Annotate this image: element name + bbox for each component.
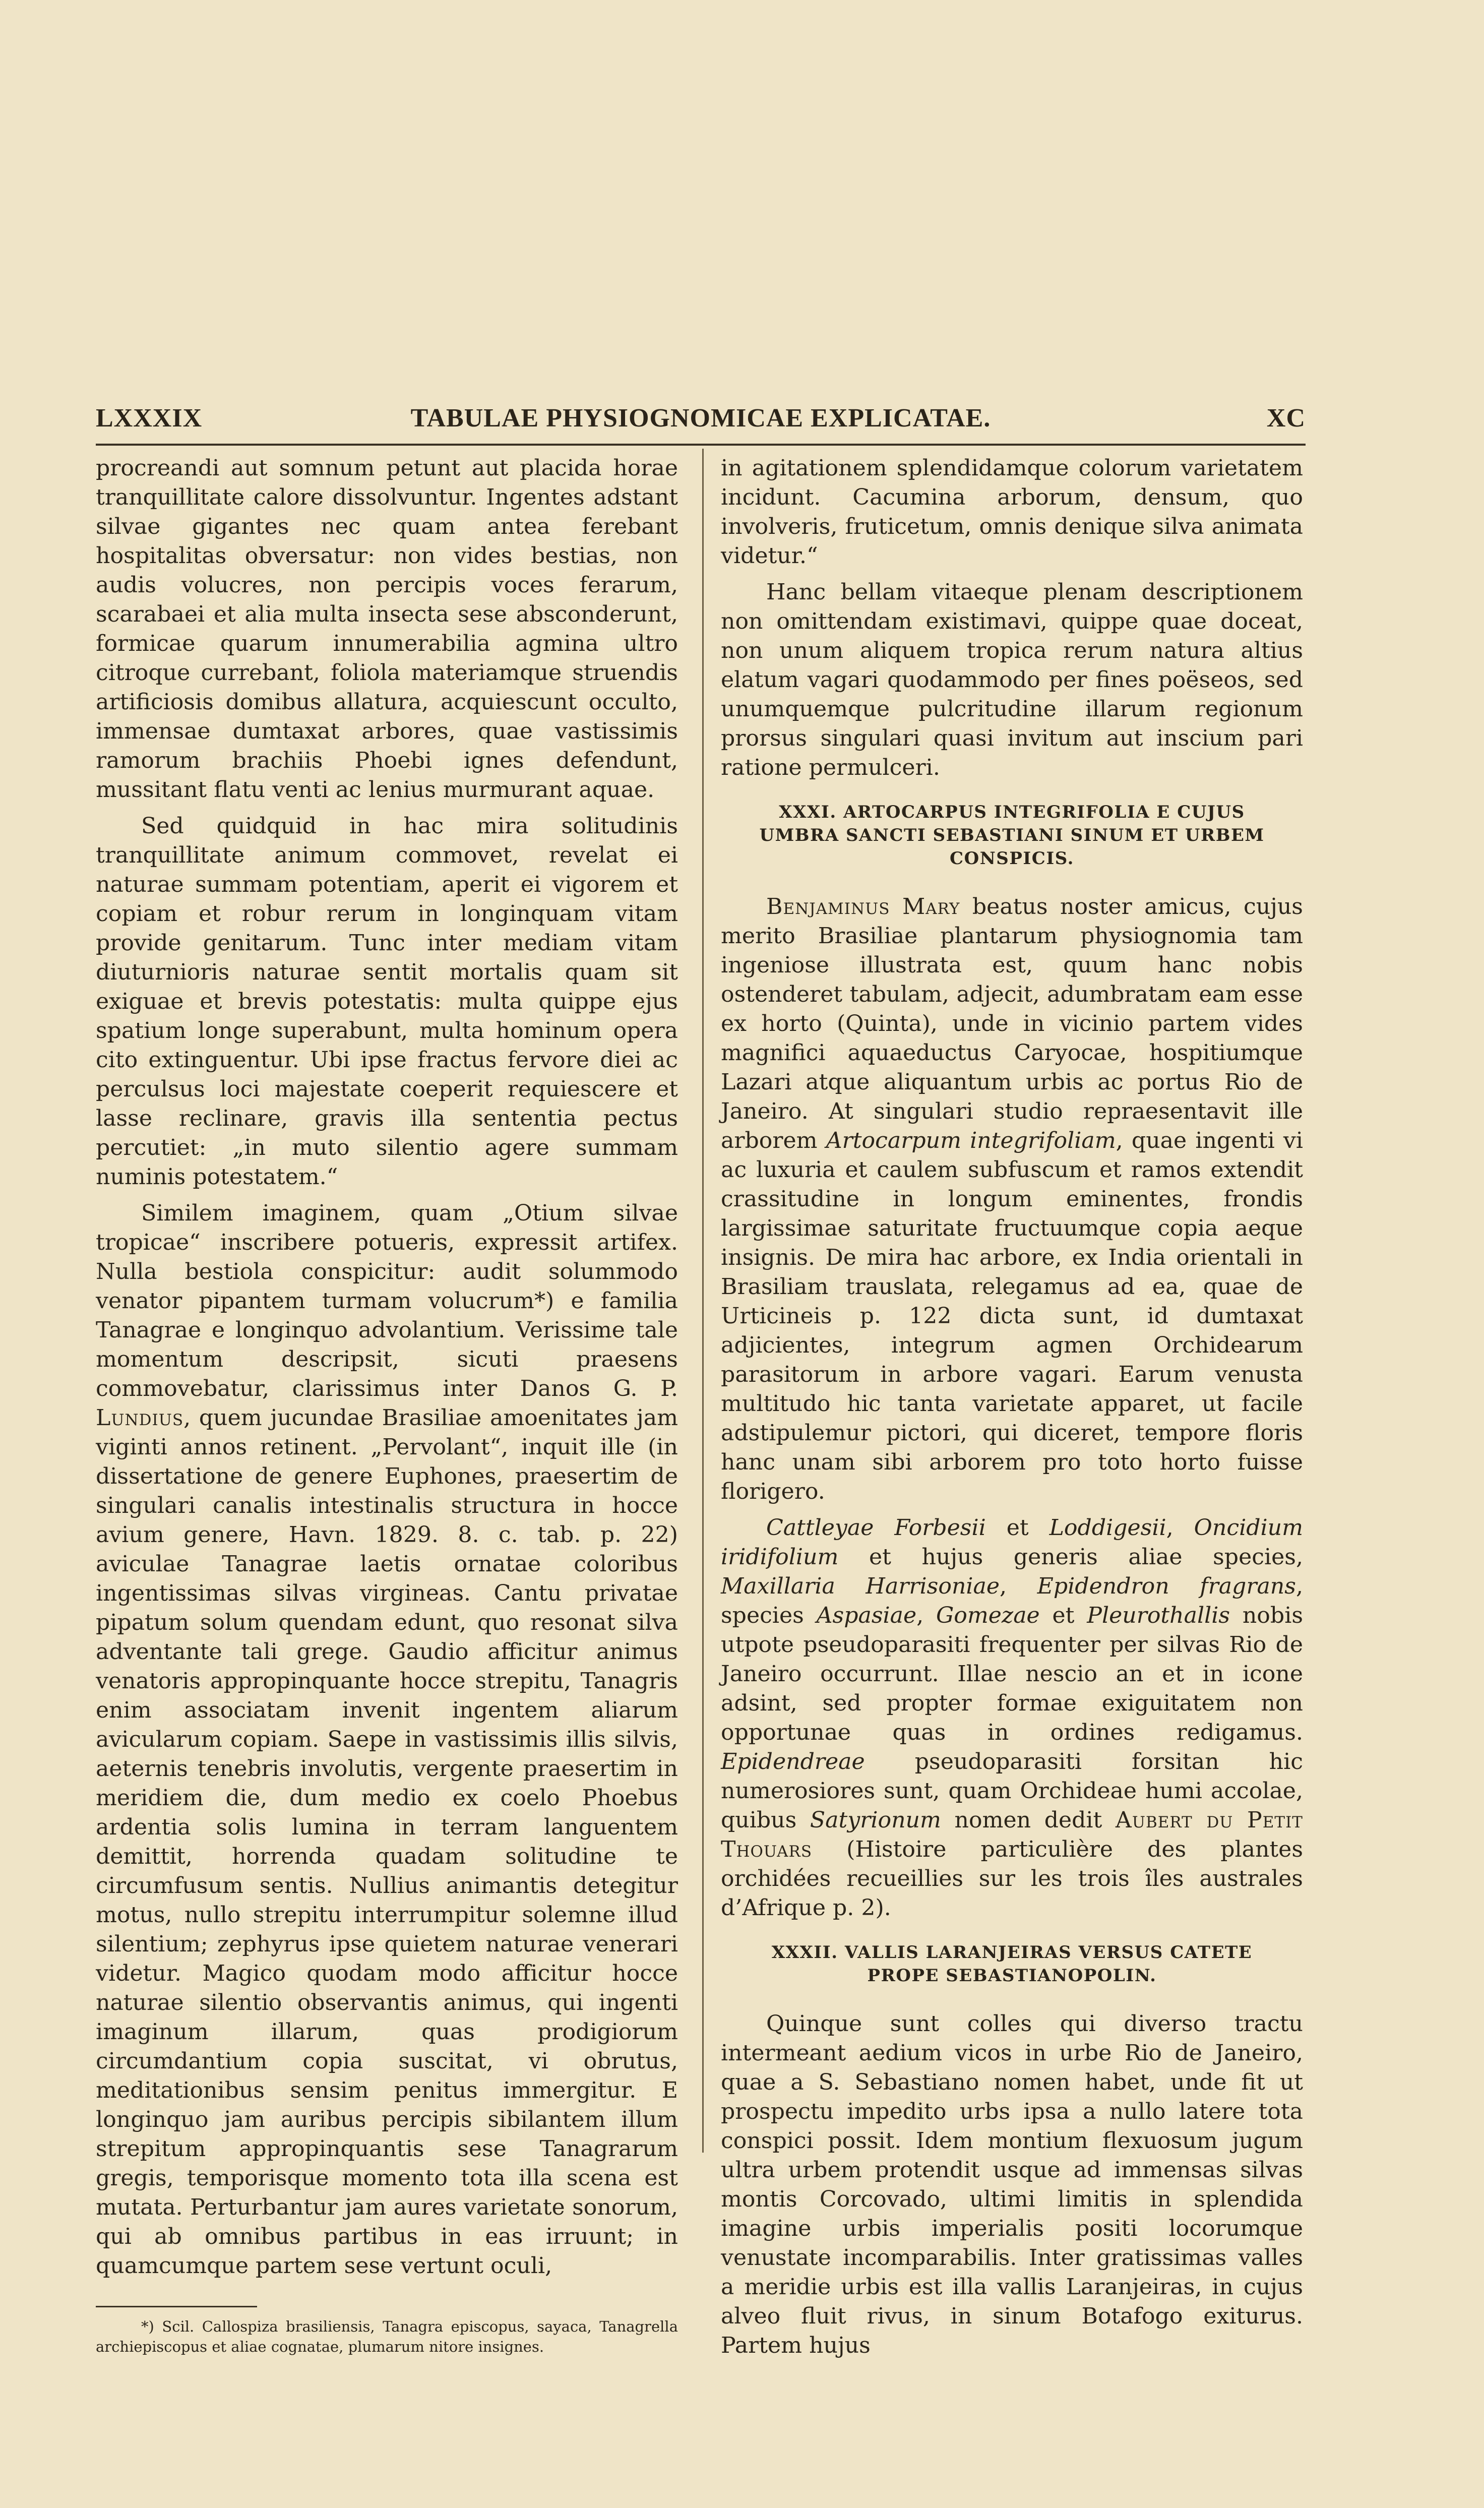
text-span: , quem jucundae Brasiliae amoenitates jam viginti annos retinent. „Pervolant“, inquit ille (in dissertatione de genere Euphones, praesertim de singulari canalis intestinalis structura in hocce avium genere, Havn. 1829. 8. c. tab. p. 22) aviculae Tanagrae laetis ornatae coloribus ingentissimas silvas virgineas. Cantu privatae pipatum solum quendam edunt, quo resonat silva adventante tali grege. Gaudio afficitur animus venatoris appropinquante hocce strepitu, Tanagris enim associatam invenit ingentem aliarum avicularum copiam. Saepe in vastissimis illis silvis, aeternis tenebris involutis, vergente praesertim in meridiem die, dum medio ex coelo Phoebus ardentia solis lumina in terram languentem demittit, horrenda quadam solitudine te circumfusum sentis. Nullius animantis detegitur motus, nullo strepitu interrumpitur solemne illud silentium; zephyrus ipse quietem naturae venerari videtur. Magico quodam modo afficitur hocce naturae silentio observantis animus, qui ingenti imaginum illarum, quas prodigiorum circumdantium copia suscitat, vi obrutus, meditationibus sensim penitus immergitur. E longinquo jam auribus percipis sibilantem illum strepitum appropinquantis sese Tanagrarum gregis, temporisque momento tota illa scena est mutata. Perturbantur jam aures varietate sonorum, qui ab omnibus partibus in eas irruunt; in quamcumque partem sese vertunt oculi,	[96, 1405, 678, 2279]
species-name: Artocarpum integrifoliam	[826, 1128, 1116, 1153]
text-span: beatus noster amicus, cujus merito Brasiliae plantarum physiognomia tam ingeniose illustrata est, quum hanc nobis ostenderet tabulam, adjecit, adumbratam eam esse ex horto (Quinta), unde in vicinio partem vides magnifici aquaeductus Caryocae, hospitiumque Lazari atque aliquantum urbis ac portus Rio de Janeiro. At singulari studio repraesentavit ille arborem	[721, 894, 1303, 1153]
page-header	[96, 403, 1306, 439]
text-span: ,	[1166, 1515, 1194, 1541]
running-title: TABULAE PHYSIOGNOMICAE EXPLICATAE.	[410, 404, 991, 433]
right-page-number: XC	[1266, 404, 1306, 433]
text-span: nobis utpote pseudoparasiti frequenter per silvas Rio de Janeiro occurrunt. Illae nescio an et in icone adsint, sed propter formae exiguitatem non opportunae quas in ordines redigamus.	[721, 1603, 1304, 1745]
footnote: *) Scil. Callospiza brasiliensis, Tanagra episcopus, sayaca, Tanagrella archiepiscopus et aliae cognatae, plumarum nitore insignes.	[96, 2318, 678, 2355]
text-span: , species	[721, 1573, 1303, 1628]
paragraph: procreandi aut somnum petunt aut placida horae tranquillitate calore dissolvuntur. Ingentes adstant silvae gigantes nec quam antea ferebant hospitalitas obversatur: non vides bestias, non audis volucres, non percipis voces ferarum, scarabaei et alia multa insecta sese absconderunt, formicae quarum innumerabilia agmina ultro citroque currebant, foliola materiamque struendis artificiosis domibus allatura, acquiescunt occulto, immensae dumtaxat arbores, quae vastissimis ramorum brachiis Phoebi ignes defendunt, mussitant flatu venti ac lenius murmurant aquae.	[96, 455, 678, 803]
text-span: ,	[916, 1603, 936, 1628]
author-name: Aubert du Petit Thouars	[721, 1807, 1303, 1862]
right-column	[721, 454, 1303, 2367]
paragraph	[721, 1513, 1303, 1923]
species-name: Satyrionum	[810, 1807, 941, 1833]
text-span: ,	[1000, 1573, 1037, 1599]
species-name: Loddigesii	[1049, 1515, 1166, 1541]
species-name: Epidendreae	[721, 1749, 865, 1775]
species-name: Cattleyae Forbesii	[766, 1515, 986, 1541]
section-heading-xxxii: XXXII. VALLIS LARANJEIRAS VERSUS CATETE PROPE SEBASTIANOPOLIN.	[771, 1942, 1253, 1986]
author-name: Mary	[902, 894, 960, 920]
species-name: Pleurothallis	[1087, 1603, 1230, 1628]
paragraph: Quinque sunt colles qui diverso tractu intermeant aedium vicos in urbe Rio de Janeiro, quae a S. Sebastiano nomen habet, unde fit ut prospectu impedito urbs ipsa a nullo latere tota conspici possit. Idem montium flexuosum jugum ultra urbem protendit usque ad immensas silvas montis Corcovado, ultimi limitis in splendida imagine urbis imperialis positi locorumque venustate incomparabilis. Inter gratissimas valles a meridie urbis est illa vallis Laranjeiras, in cujus alveo fluit rivus, in sinum Botafogo exiturus. Partem hujus	[721, 2011, 1303, 2358]
text-span: nomen dedit	[941, 1807, 1116, 1833]
paragraph: in agitationem splendidamque colorum varietatem incidunt. Cacumina arborum, densum, quo involveris, fruticetum, omnis denique silva animata videtur.“	[721, 455, 1303, 569]
paragraph	[96, 1199, 678, 2281]
text-span: et	[1039, 1603, 1087, 1628]
header-rule	[96, 444, 1306, 446]
author-name: Benjaminus	[766, 894, 890, 920]
left-page-number: LXXXIX	[96, 404, 203, 433]
species-name: Maxillaria Harrisoniae	[721, 1573, 1000, 1599]
text-span: , quae ingenti vi ac luxuria et caulem subfuscum et ramos extendit crassitudine in longum eminentes, frondis largissimae saturitate fructuumque copia aeque insignis. De mira hac arbore, ex India orientali in Brasiliam trauslata, relegamus ad ea, quae de Urticineis p. 122 dicta sunt, id dumtaxat adjicientes, integrum agmen Orchidearum parasitorum in arbore vagari. Earum venusta multitudo hic tanta varietate apparet, ut facile adstipulemur pictori, qui diceret, tempore floris hanc unam sibi arborem pro toto horto fuisse florigero.	[721, 1128, 1303, 1504]
species-name: Epidendron fragrans	[1037, 1573, 1296, 1599]
paragraph: Hanc bellam vitaeque plenam descriptionem non omittendam existimavi, quippe quae doceat, non unum aliquem tropica rerum natura altius elatum vagari quodammodo per fines poëseos, sed unumquemque pulcritudine illarum regionum prorsus singulari quasi invitum aut inscium pari ratione permulceri.	[721, 579, 1303, 780]
column-divider	[702, 449, 704, 2153]
text-span: et hujus generis aliae species,	[838, 1544, 1303, 1570]
species-name: Oncidium iridifolium	[721, 1515, 1303, 1570]
paragraph	[721, 892, 1303, 1506]
species-name: Aspasiae	[816, 1603, 917, 1628]
section-heading-xxxi: XXXI. ARTOCARPUS INTEGRIFOLIA E CUJUS UMBRA SANCTI SEBASTIANI SINUM ET URBEM CONSPICIS.	[759, 802, 1265, 869]
author-name: Lundius	[96, 1405, 184, 1431]
paragraph: Sed quidquid in hac mira solitudinis tranquillitate animum commovet, revelat ei naturae summam potentiam, aperit ei vigorem et copiam et robur rerum in longinquam vitam provide genitarum. Tunc inter mediam vitam diuturnioris naturae sentit mortalis quam sit exiguae et brevis potestatis: multa quippe ejus spatium longe superabunt, multa hominum opera cito extinguentur. Ubi ipse fractus fervore diei ac perculsus loci majestate coeperit requiescere et lasse reclinare, gravis illa sententia pectus percutiet: „in muto silentio agere summam numinis potestatem.“	[96, 813, 678, 1190]
species-name: Gomezae	[936, 1603, 1040, 1628]
text-span: (Histoire particulière des plantes orchidées recueillies sur les trois îles australes d’Afrique p. 2).	[721, 1837, 1303, 1921]
text-span: pseudoparasiti forsitan hic numerosiores sunt, quam Orchideae humi accolae, quibus	[721, 1749, 1303, 1833]
text-span: Similem imaginem, quam „Otium silvae tropicae“ inscribere potueris, expressit artifex. Nulla bestiola conspicitur: audit solummodo venator pipantem turmam volucrum*) e familia Tanagrae e longinquo advolantium. Verissime tale momentum descripsit, sicuti praesens commovebatur, clarissimus inter Danos G. P.	[96, 1200, 678, 1401]
text-span: et	[985, 1515, 1049, 1541]
footnote-rule	[96, 2306, 257, 2307]
left-column	[96, 454, 678, 2364]
